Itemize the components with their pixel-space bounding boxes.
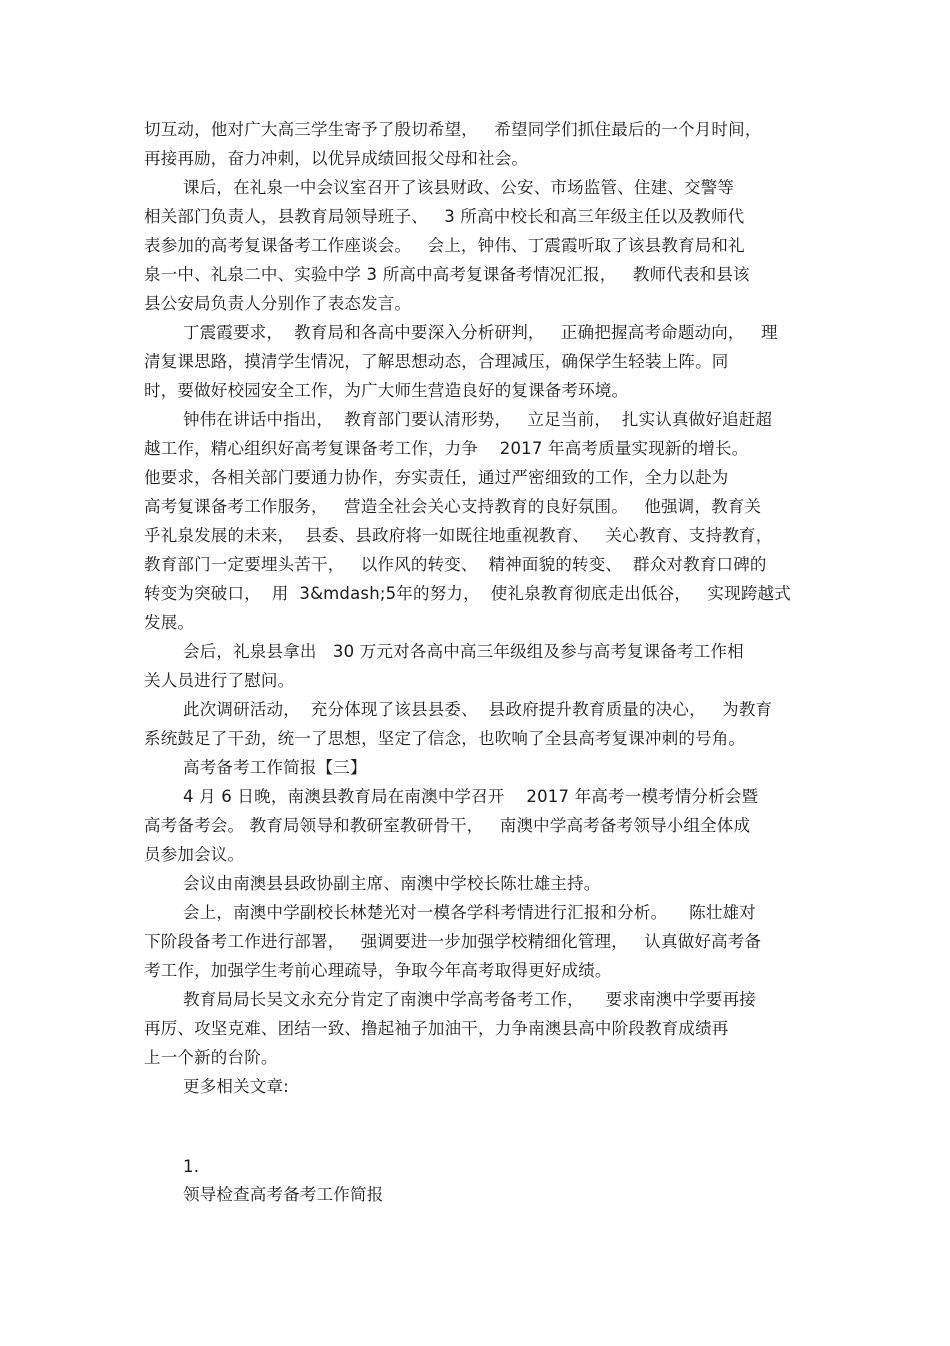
body-line: 下阶段备考工作进行部署， 强调要进一步加强学校精细化管理， 认真做好高考备	[144, 932, 762, 951]
body-line: 考工作，加强学生考前心理疏导，争取今年高考取得更好成绩。	[144, 961, 612, 980]
body-line: 发展。	[144, 613, 195, 632]
body-line: 表参加的高考复课备考工作座谈会。 会上，钟伟、丁震霞听取了该县教育局和礼	[144, 236, 745, 255]
body-line: 时，要做好校园安全工作，为广大师生营造良好的复课备考环境。	[144, 381, 629, 400]
paragraph-start-line: 教育局局长吴文永充分肯定了南澳中学高考备考工作， 要求南澳中学要再接	[183, 990, 756, 1009]
paragraph-start-line: 课后，在礼泉一中会议室召开了该县财政、公安、市场监管、住建、交警等	[183, 178, 735, 197]
body-line: 高考复课备考工作服务， 营造全社会关心支持教育的良好氛围。 他强调，教育关	[144, 497, 762, 516]
body-line: 再厉、攻坚克难、团结一致、撸起袖子加油干，力争南澳县高中阶段教育成绩再	[144, 1019, 729, 1038]
related-item-number: 1.	[183, 1157, 200, 1176]
body-line: 系统鼓足了干劲，统一了思想，坚定了信念，也吹响了全县高考复课冲刺的号角。	[144, 729, 746, 748]
body-line: 再接再励，奋力冲刺，以优异成绩回报父母和社会。	[144, 149, 529, 168]
body-line: 相关部门负责人，县教育局领导班子、 3 所高中校长和高三年级主任以及教师代	[144, 207, 745, 226]
body-line: 县公安局负责人分别作了表态发言。	[144, 294, 412, 313]
body-line: 高考备考会。 教育局领导和教研室教研骨干， 南澳中学高考备考领导小组全体成	[144, 816, 751, 835]
paragraph-start-line: 此次调研活动， 充分体现了该县县委、 县政府提升教育质量的决心， 为教育	[183, 700, 773, 719]
body-line: 关人员进行了慰问。	[144, 671, 295, 690]
paragraph-start-line: 4 月 6 日晚，南澳县教育局在南澳中学召开 2017 年高考一模考情分析会暨	[183, 787, 759, 806]
body-line: 乎礼泉发展的未来， 县委、县政府将一如既往地重视教育、 关心教育、支持教育，	[144, 526, 773, 545]
paragraph-start-line: 会议由南澳县县政协副主席、南澳中学校长陈壮雄主持。	[183, 874, 601, 893]
paragraph-start-line: 会上，南澳中学副校长林楚光对一模各学科考情进行汇报和分析。 陈壮雄对	[183, 903, 756, 922]
related-article-link[interactable]: 领导检查高考备考工作简报	[183, 1185, 384, 1204]
body-line: 他要求，各相关部门要通力协作，夯实责任，通过严密细致的工作，全力以赴为	[144, 468, 729, 487]
body-line: 清复课思路，摸清学生情况，了解思想动态，合理减压，确保学生轻装上阵。同	[144, 352, 729, 371]
body-line: 切互动，他对广大高三学生寄予了殷切希望， 希望同学们抓住最后的一个月时间，	[144, 120, 762, 139]
body-line: 员参加会议。	[144, 845, 245, 864]
body-line: 越工作，精心组织好高考复课备考工作，力争 2017 年高考质量实现新的增长。	[144, 439, 749, 458]
body-line: 转变为突破口， 用 3&mdash;5年的努力， 使礼泉教育彻底走出低谷， 实现跨越式	[144, 584, 791, 603]
section-heading: 高考备考工作简报【三】	[183, 758, 367, 777]
body-line: 泉一中、礼泉二中、实验中学 3 所高中高考复课备考情况汇报， 教师代表和县该	[144, 265, 750, 284]
paragraph-start-line: 丁震霞要求， 教育局和各高中要深入分析研判， 正确把握高考命题动向， 理	[183, 323, 778, 342]
paragraph-start-line: 钟伟在讲话中指出， 教育部门要认清形势， 立足当前， 扎实认真做好追赶超	[183, 410, 773, 429]
body-line: 上一个新的台阶。	[144, 1048, 278, 1067]
paragraph-start-line: 会后，礼泉县拿出 30 万元对各高中高三年级组及参与高考复课备考工作相	[183, 642, 744, 661]
body-line: 教育部门一定要埋头苦干， 以作风的转变、 精神面貌的转变、 群众对教育口碑的	[144, 555, 767, 574]
related-articles-heading: 更多相关文章:	[183, 1077, 289, 1096]
